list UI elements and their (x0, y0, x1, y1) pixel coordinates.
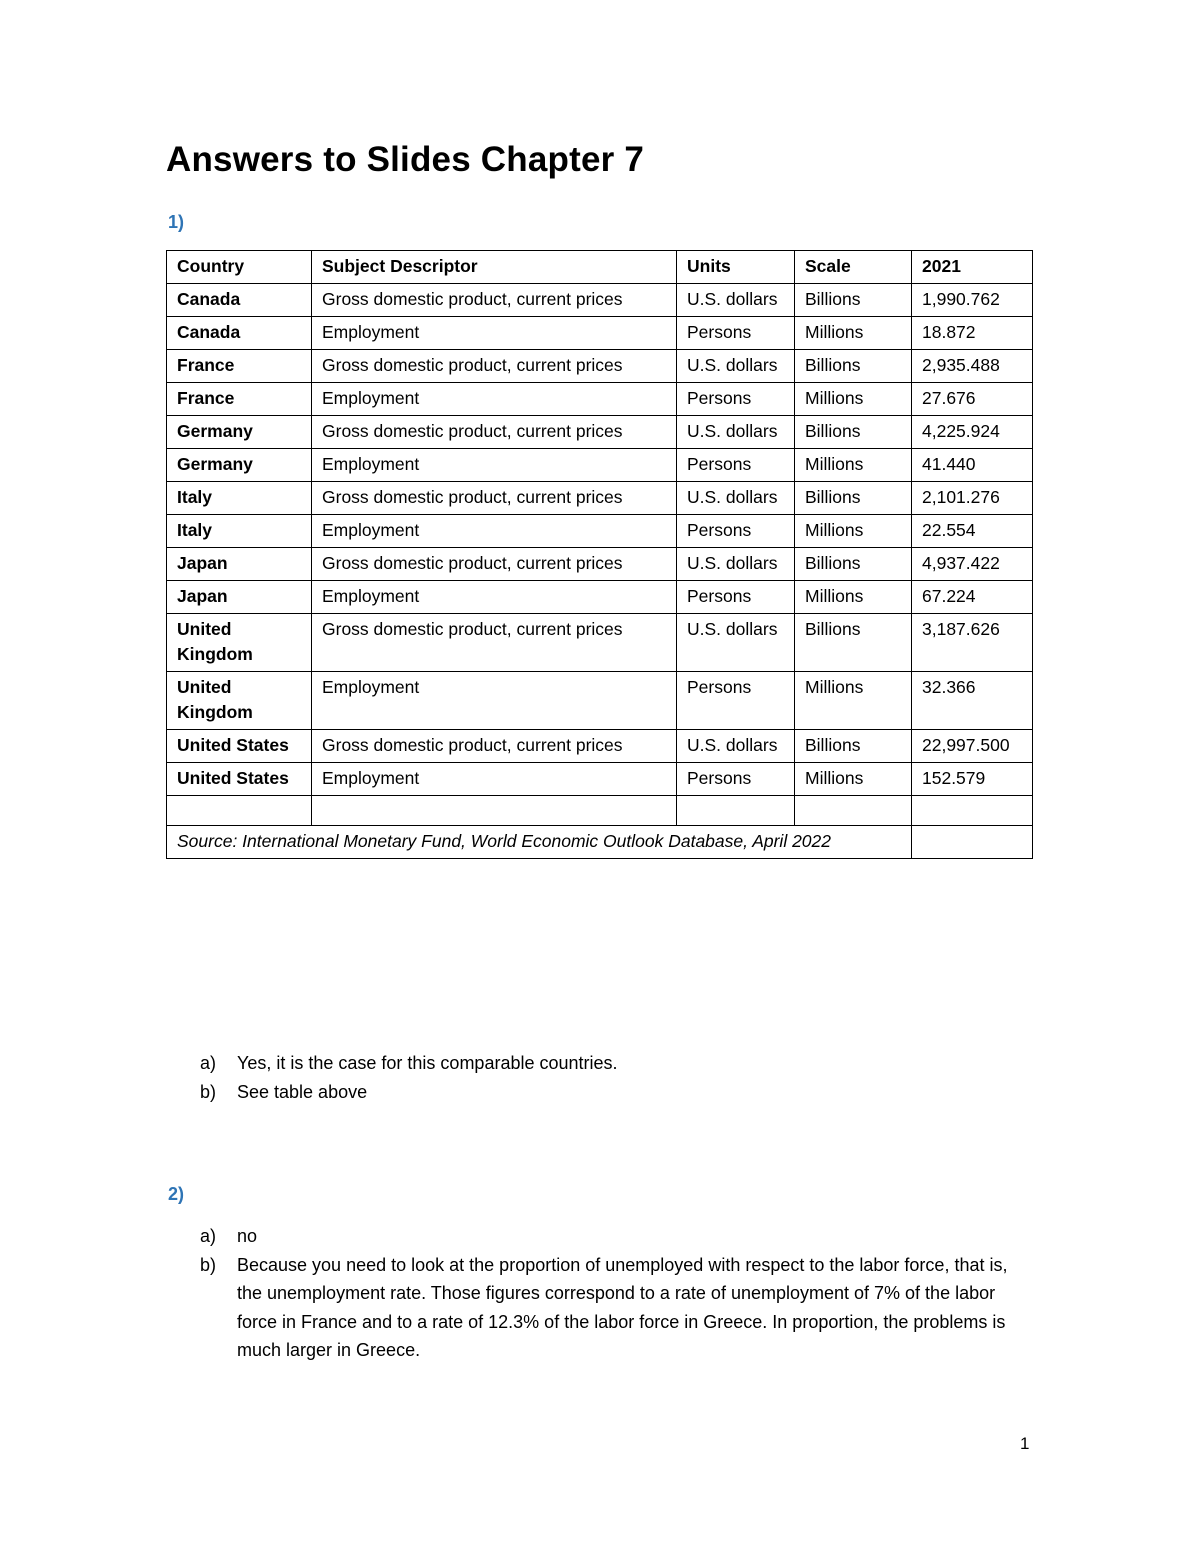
table-cell-units: U.S. dollars (677, 614, 795, 672)
table-cell-country: France (167, 383, 312, 416)
table-cell-country: France (167, 350, 312, 383)
table-empty-cell (912, 796, 1033, 826)
gdp-employment-table (166, 250, 1033, 859)
table-cell-value: 152.579 (912, 763, 1033, 796)
table-source-note: Source: International Monetary Fund, World Economic Outlook Database, April 2022 (167, 826, 912, 859)
table-empty-cell (677, 796, 795, 826)
table-empty-row (167, 796, 1033, 826)
table-cell-value: 2,935.488 (912, 350, 1033, 383)
column-header-scale: Scale (795, 251, 912, 284)
table-cell-subject-descriptor: Employment (312, 515, 677, 548)
table-cell-subject-descriptor: Gross domestic product, current prices (312, 416, 677, 449)
table-cell-value: 1,990.762 (912, 284, 1033, 317)
table-cell-subject-descriptor: Employment (312, 672, 677, 730)
answer-item (200, 1251, 1037, 1365)
table-cell-units: U.S. dollars (677, 482, 795, 515)
answer-item (200, 1049, 1037, 1078)
table-empty-cell (912, 826, 1033, 859)
table-row (167, 449, 1033, 482)
answer-marker: b) (200, 1081, 217, 1102)
table-row (167, 548, 1033, 581)
table-empty-cell (167, 796, 312, 826)
table-empty-cell (795, 796, 912, 826)
table-cell-scale: Billions (795, 482, 912, 515)
table-cell-value: 22.554 (912, 515, 1033, 548)
table-cell-scale: Millions (795, 581, 912, 614)
answer-marker: a) (200, 1226, 217, 1246)
table-cell-country: United States (167, 763, 312, 796)
table-cell-subject-descriptor: Gross domestic product, current prices (312, 548, 677, 581)
table-cell-country: United Kingdom (167, 614, 312, 672)
answer-marker: a) (200, 1053, 217, 1073)
table-cell-country: Germany (167, 416, 312, 449)
table-cell-units: U.S. dollars (677, 730, 795, 763)
table-cell-units: Persons (677, 317, 795, 350)
question-1-number: 1) (168, 212, 185, 232)
table-row (167, 317, 1033, 350)
table-cell-scale: Billions (795, 284, 912, 317)
table-cell-value: 27.676 (912, 383, 1033, 416)
table-cell-subject-descriptor: Gross domestic product, current prices (312, 614, 677, 672)
table-cell-value: 41.440 (912, 449, 1033, 482)
answer-item (200, 1222, 1037, 1251)
table-cell-subject-descriptor: Gross domestic product, current prices (312, 730, 677, 763)
table-row (167, 284, 1033, 317)
table-cell-subject-descriptor: Gross domestic product, current prices (312, 350, 677, 383)
table-cell-units: Persons (677, 763, 795, 796)
table-cell-scale: Billions (795, 548, 912, 581)
table-cell-scale: Millions (795, 383, 912, 416)
table-cell-country: United Kingdom (167, 672, 312, 730)
table-cell-scale: Millions (795, 672, 912, 730)
table-row (167, 416, 1033, 449)
table-cell-scale: Billions (795, 730, 912, 763)
table-cell-scale: Millions (795, 515, 912, 548)
table-cell-country: United States (167, 730, 312, 763)
table-empty-cell (312, 796, 677, 826)
page-number: 1 (1020, 1434, 1030, 1453)
table-cell-country: Italy (167, 482, 312, 515)
answer-text: Because you need to look at the proportion of unemployed with respect to the labor force, that is, the unemployment rate. Those figures correspond to a rate of unemployment of 7% of the labor force in France and to a rate of 12.3% of the labor force in Greece. In proportion, the problems is much larger in Greece. (237, 1254, 1008, 1360)
table-cell-country: Japan (167, 581, 312, 614)
table-cell-value: 4,225.924 (912, 416, 1033, 449)
table-row (167, 350, 1033, 383)
question-2-answers (200, 1222, 1037, 1365)
table-cell-value: 3,187.626 (912, 614, 1033, 672)
answer-marker: b) (200, 1254, 217, 1275)
table-row (167, 383, 1033, 416)
table-cell-scale: Billions (795, 614, 912, 672)
table-cell-subject-descriptor: Employment (312, 763, 677, 796)
column-header-units: Units (677, 251, 795, 284)
answer-text: See table above (237, 1081, 368, 1102)
table-cell-subject-descriptor: Employment (312, 383, 677, 416)
table-source-row (167, 826, 1033, 859)
table-cell-units: U.S. dollars (677, 416, 795, 449)
table-cell-units: U.S. dollars (677, 548, 795, 581)
table-row (167, 614, 1033, 672)
table-cell-country: Canada (167, 284, 312, 317)
column-header-subject-descriptor: Subject Descriptor (312, 251, 677, 284)
table-cell-value: 4,937.422 (912, 548, 1033, 581)
table-cell-value: 32.366 (912, 672, 1033, 730)
table-cell-value: 2,101.276 (912, 482, 1033, 515)
table-cell-subject-descriptor: Gross domestic product, current prices (312, 482, 677, 515)
table-cell-subject-descriptor: Employment (312, 449, 677, 482)
table-row (167, 763, 1033, 796)
table-cell-units: Persons (677, 449, 795, 482)
page-title: Answers to Slides Chapter 7 (166, 140, 645, 179)
column-header-2021: 2021 (912, 251, 1033, 284)
table-cell-subject-descriptor: Gross domestic product, current prices (312, 284, 677, 317)
answer-item (200, 1078, 1037, 1107)
table-cell-country: Germany (167, 449, 312, 482)
table-cell-units: Persons (677, 515, 795, 548)
table-cell-value: 18.872 (912, 317, 1033, 350)
table-cell-country: Canada (167, 317, 312, 350)
table-cell-scale: Millions (795, 317, 912, 350)
table-cell-units: Persons (677, 672, 795, 730)
question-2-number: 2) (168, 1184, 185, 1204)
table-cell-country: Italy (167, 515, 312, 548)
table-cell-scale: Millions (795, 763, 912, 796)
table-row (167, 672, 1033, 730)
table-cell-subject-descriptor: Employment (312, 317, 677, 350)
table-cell-units: U.S. dollars (677, 284, 795, 317)
table-row (167, 730, 1033, 763)
answer-text: Yes, it is the case for this comparable countries. (237, 1053, 618, 1073)
table-cell-units: U.S. dollars (677, 350, 795, 383)
answer-text: no (237, 1226, 258, 1246)
table-body (167, 284, 1033, 859)
table-cell-scale: Billions (795, 416, 912, 449)
table-cell-value: 67.224 (912, 581, 1033, 614)
table-cell-units: Persons (677, 383, 795, 416)
table-cell-scale: Billions (795, 350, 912, 383)
table-row (167, 581, 1033, 614)
table-header-row (167, 251, 1033, 284)
question-1-answers (200, 1049, 1037, 1106)
table-cell-country: Japan (167, 548, 312, 581)
column-header-country: Country (167, 251, 312, 284)
table-row (167, 515, 1033, 548)
table-cell-units: Persons (677, 581, 795, 614)
table-row (167, 482, 1033, 515)
table-cell-subject-descriptor: Employment (312, 581, 677, 614)
table-cell-value: 22,997.500 (912, 730, 1033, 763)
table-cell-scale: Millions (795, 449, 912, 482)
